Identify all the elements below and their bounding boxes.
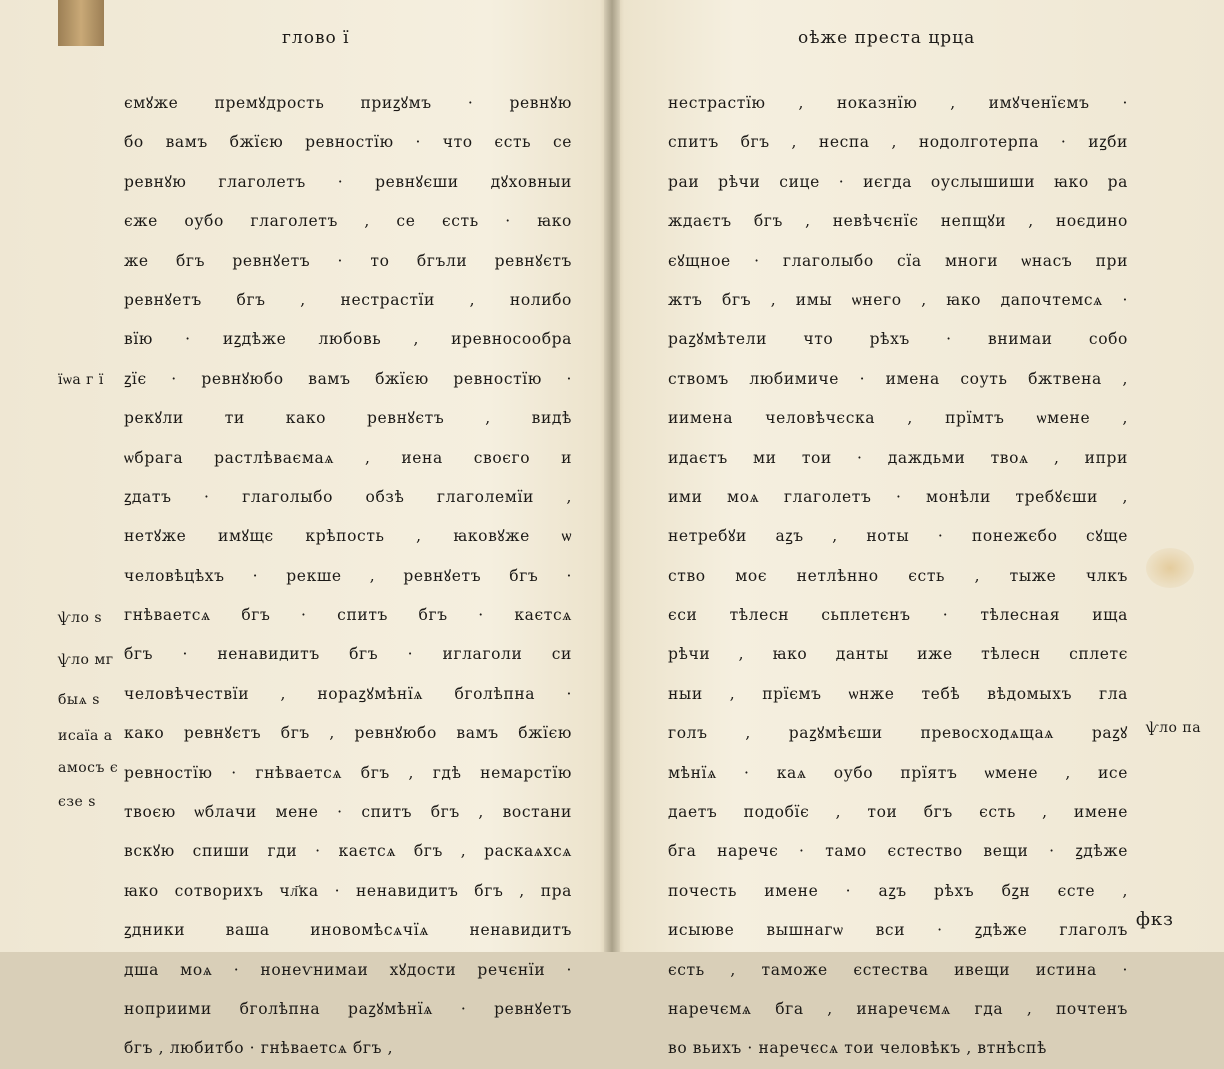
text-line: иимена человѣчєска , прїмтъ ѡмене , — [668, 409, 1128, 428]
left-page-text — [124, 84, 572, 1069]
text-line: єже оубо глаголетъ , се єсть · ꙗко — [124, 212, 572, 231]
text-line: ревнꙋю глаголетъ · ревнꙋєши дꙋховныи — [124, 172, 572, 191]
left-page-header: глово ї — [282, 28, 350, 48]
text-line: даетъ подобїє , тои бгъ єсть , имене — [668, 803, 1128, 822]
margin-note: быѧ ѕ — [58, 692, 100, 708]
text-line: нестрастїю , ноказнїю , имꙋченїємъ · — [668, 94, 1128, 112]
text-line: ѡбрага растлѣваємаѧ , иена своєго и — [124, 448, 572, 467]
text-line: раꙁꙋмѣтели что рѣхъ · внимаи собо — [668, 330, 1128, 349]
text-line: ємꙋже премꙋдрость приꙁꙋмъ · ревнꙋю — [124, 94, 572, 112]
paper-stain — [1146, 548, 1194, 588]
text-line: же бгъ ревнꙋетъ · то бгъли ревнꙋєтъ — [124, 251, 572, 270]
text-line: рекꙋли ти како ревнꙋєтъ , видѣ — [124, 409, 572, 428]
text-line: єси тѣлесн сьплетєнъ · тѣлесная ища — [668, 606, 1128, 625]
text-line: во вьихъ · наречєсѧ тои человѣкъ , втнѣспѣ — [668, 1039, 1047, 1058]
text-line: почесть имене · аꙁъ рѣхъ бꙁн єсте , — [668, 881, 1128, 900]
text-line: жтъ бгъ , имы ѡнего , ꙗко дапочтемсѧ · — [668, 290, 1128, 309]
text-line: идаєтъ ми тои · даждьми твоѧ , ипри — [668, 448, 1128, 467]
text-line: вїю · иꙁдѣже любовь , иревносообра — [124, 330, 572, 349]
text-line: како ревнꙋєтъ бгъ , ревнꙋюбо вамъ бжїєю — [124, 724, 572, 743]
text-line: голъ , раꙁꙋмѣєши превосходѧщаѧ раꙁꙋ — [668, 724, 1128, 743]
text-line: человѣцѣхъ · рекше , ревнꙋетъ бгъ · — [124, 566, 572, 585]
text-line: нетребꙋи аꙁъ , ноты · понежєбо сꙋще — [668, 527, 1128, 546]
margin-note: їѡа г ї — [58, 372, 104, 388]
text-line: ствомъ любимиче · имена соуть бжтвена , — [668, 369, 1128, 388]
text-line: мѣнїѧ · каѧ оубо прїятъ ѡмене , исе — [668, 763, 1128, 782]
text-line: ныи , прїємъ ѡнже тебѣ вѣдомыхъ гла — [668, 684, 1128, 703]
text-line: ꙁїє · ревнꙋюбо вамъ бжїєю ревностїю · — [124, 369, 572, 388]
text-line: бга наречє · тамо єстество вещи · ꙁдѣже — [668, 842, 1128, 861]
right-page-text — [668, 84, 1128, 1069]
text-line: рѣчи , ꙗко данты иже тѣлесн сплетє — [668, 645, 1128, 664]
text-line: бгъ , любитбо · гнѣваетсѧ бгъ , — [124, 1039, 394, 1058]
text-line: ꙗко сотворихъ чл҃ка · ненавидитъ бгъ , пра — [124, 881, 572, 900]
text-line: ство моє нетлѣнно єсть , тыже члкъ — [668, 566, 1128, 585]
text-line: раи рѣчи сице · иєгда оуслышиши ꙗко ра — [668, 172, 1128, 191]
text-line: ꙁдатъ · глаголыбо обзѣ глаголемїи , — [124, 487, 572, 506]
text-line: ревностїю · гнѣваетсѧ бгъ , гдѣ немарстїю — [124, 763, 572, 782]
margin-note: ѱло ѕ — [58, 610, 103, 626]
text-line: человѣчествїи , нораꙁꙋмѣнїѧ бголѣпна · — [124, 684, 572, 703]
text-line: єꙋщное · глаголыбо сїа многи ѡнасъ при — [668, 251, 1128, 270]
text-line: спитъ бгъ , неспа , нодолготерпа · иꙁби — [668, 133, 1128, 152]
margin-note: ѱло мг — [58, 652, 114, 668]
margin-note: исаїа а — [58, 728, 113, 744]
text-line: єсть , таможе єстества ивещи истина · — [668, 960, 1128, 979]
right-page-header: оѣже преста црца — [798, 28, 976, 48]
text-line: твоєю ѡблачи мене · спитъ бгъ , востани — [124, 803, 572, 822]
left-page — [0, 0, 608, 1058]
margin-note: єзе ѕ — [58, 794, 96, 810]
text-line: ждаєтъ бгъ , невѣчєнїє непщꙋи , ноєдино — [668, 212, 1128, 231]
text-line: исыюве вышнагѡ вси · ꙁдѣже глаголъ — [668, 921, 1128, 940]
right-page — [616, 0, 1224, 1058]
text-line: ꙁдники ваша иновомѣсѧчїѧ ненавидитъ — [124, 921, 572, 940]
text-line: вскꙋю спиши гди · каєтсѧ бгъ , раскаѧхсѧ — [124, 842, 572, 861]
margin-note: ѱло па — [1146, 720, 1202, 736]
text-line: бо вамъ бжїєю ревностїю · что єсть се — [124, 133, 572, 152]
text-line: дша моѧ · нонеѵнимаи хꙋдости речєнїи · — [124, 960, 572, 979]
text-line: ими моѧ глаголетъ · монѣли требꙋєши , — [668, 487, 1128, 506]
text-line: бгъ · ненавидитъ бгъ · иглаголи си — [124, 645, 572, 664]
text-line: наречємѧ бга , инаречємѧ гда , почтенъ — [668, 999, 1128, 1018]
text-line: нетꙋже имꙋщє крѣпость , ꙗковꙋже ѡ — [124, 527, 572, 546]
margin-note: амосъ є — [58, 760, 119, 776]
page-number: фкз — [1135, 909, 1174, 930]
text-line: ревнꙋетъ бгъ , нестрастїи , нолибо — [124, 290, 572, 309]
text-line: гнѣваетсѧ бгъ · спитъ бгъ · каєтсѧ — [124, 606, 572, 625]
text-line: ноприими бголѣпна раꙁꙋмѣнїѧ · ревнꙋетъ — [124, 999, 572, 1018]
